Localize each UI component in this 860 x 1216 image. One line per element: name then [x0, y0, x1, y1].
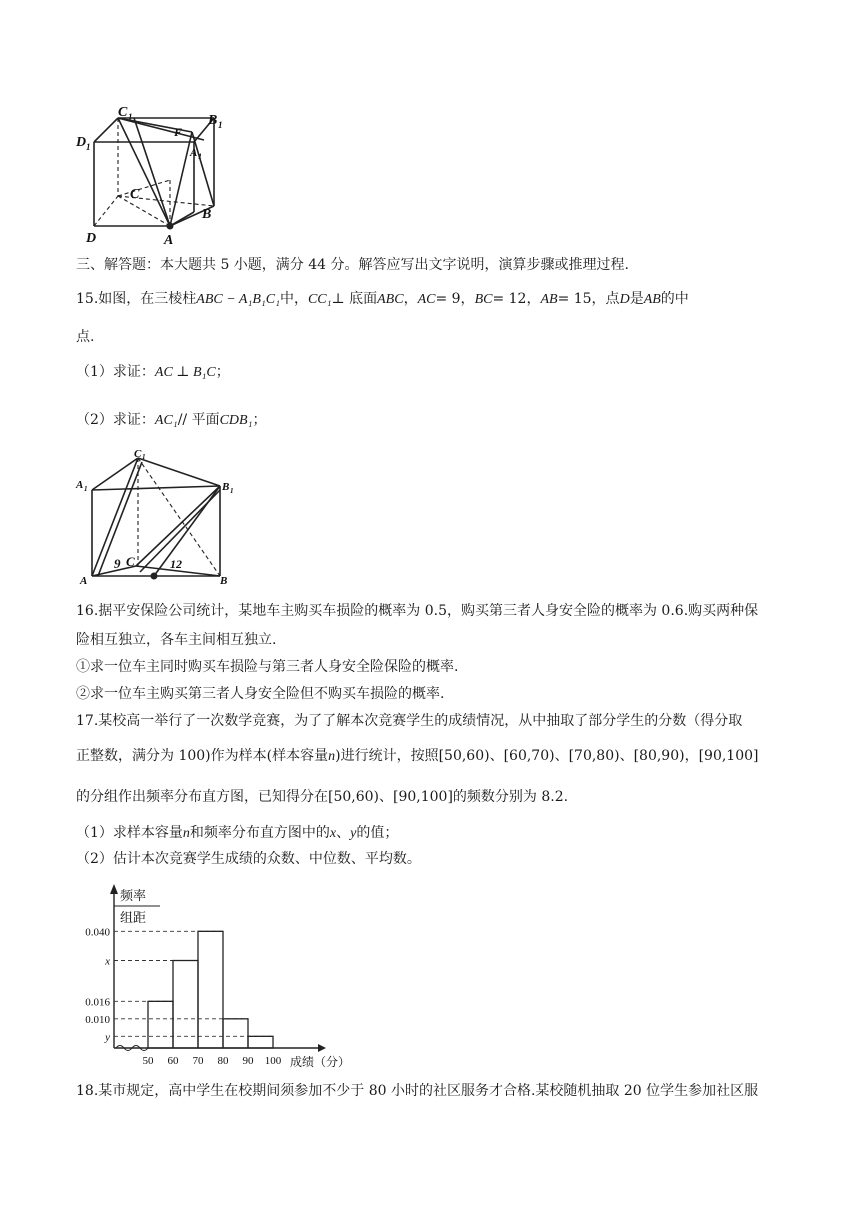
q17-text: )进行统计，按照[50,60)、[60,70)、[70,80)、[80,90)，[90,100]	[335, 748, 759, 764]
q15-text: = 9，	[435, 291, 475, 307]
histogram-y-tick-label: 0.010	[85, 1013, 110, 1026]
histogram-y-tick-label: 0.040	[85, 926, 110, 939]
histogram-x-tick-label: 80	[217, 1055, 229, 1067]
histogram-xlabel: 成绩（分）	[290, 1055, 351, 1068]
q16-part-1: ①求一位车主同时购买车损险与第三者人身安全险保险的概率.	[76, 659, 459, 675]
histogram-x-arrow	[318, 1044, 326, 1052]
q17-p1-text: （1）求样本容量	[76, 825, 183, 841]
cube-label-d1: D	[76, 135, 87, 150]
q15-math-ab: AB	[540, 292, 558, 307]
q15-line-2: 点.	[76, 329, 95, 345]
q17-line-2	[76, 746, 759, 767]
histogram-bar	[198, 931, 223, 1048]
cube-label-b: B	[202, 207, 212, 222]
q17-math-n: n	[328, 749, 336, 764]
q15-math-cc1: CC₁	[307, 292, 332, 307]
q17-line-1: 17.某校高一举行了一次数学竞赛，为了了解本次竞赛学生的成绩情况，从中抽取了部分学生的分数（得分取	[76, 713, 743, 729]
histogram-bar	[148, 1001, 173, 1048]
cube-figure	[74, 100, 234, 248]
q18-line-1: 18.某市规定，高中学生在校期间须参加不少于 80 小时的社区服务才合格.某校随机抽取 20 位学生参加社区服	[76, 1083, 759, 1099]
histogram-x-tick-label: 100	[264, 1055, 282, 1067]
q15-p2-prefix: （2）求证：	[76, 412, 155, 428]
q15-p2-math2: CDB₁	[219, 413, 253, 428]
q15-text: 的中	[660, 291, 689, 307]
cube-label-a1: A	[190, 147, 198, 159]
q17-p1-math-x: x	[329, 826, 337, 841]
q15-math-ab2: AB	[643, 292, 661, 307]
q16-line-2: 险相互独立，各车主间相互独立.	[76, 632, 277, 648]
cube-label-b1: B	[208, 113, 218, 128]
histogram-ylabel-top: 频率	[120, 888, 147, 903]
histogram-bar	[223, 1019, 248, 1048]
cube-label-a: A	[164, 233, 174, 248]
q15-text: 中，	[279, 291, 308, 307]
prism-label-b1-sub: 1	[230, 487, 234, 495]
prism-label-c: C	[126, 554, 135, 569]
histogram-y-tick-label: 0.016	[85, 996, 110, 1009]
histogram-x-tick-label: 90	[242, 1055, 254, 1067]
prism-label-a1-sub: 1	[84, 485, 88, 493]
cube-label-a1-sub: 1	[198, 152, 202, 161]
prism-label-9: 9	[114, 556, 121, 571]
prism-figure	[74, 448, 240, 586]
q15-p2-mid: // 平面	[177, 412, 220, 428]
cube-label-c1: C	[118, 105, 128, 120]
q15-p1-suffix: ；	[215, 364, 230, 380]
histogram-y-tick-label: x	[105, 955, 110, 968]
q15-math-d: D	[619, 292, 630, 307]
frequency-histogram	[60, 880, 380, 1068]
histogram-bar	[173, 961, 198, 1049]
q16-line-1: 16.据平安保险公司统计，某地车主购买车损险的概率为 0.5，购买第三者人身安全险的概率为 0.6.购买两种保	[76, 603, 759, 619]
prism-label-c1: C	[134, 448, 142, 460]
q17-part-2: （2）估计本次竞赛学生成绩的众数、中位数、平均数。	[76, 851, 421, 867]
q15-text: = 12，	[492, 291, 541, 307]
q15-p1-prefix: （1）求证：	[76, 364, 155, 380]
q15-text: ，	[403, 291, 418, 307]
histogram-x-tick-label: 60	[167, 1055, 179, 1067]
q15-part-2	[76, 410, 266, 431]
q17-p1-text: 的值；	[356, 825, 399, 841]
q15-text: 15.如图，在三棱柱	[76, 291, 197, 307]
prism-label-b: B	[220, 575, 228, 586]
q17-p1-text: 、	[336, 825, 351, 841]
histogram-x-tick-label: 50	[142, 1055, 154, 1067]
prism-label-b1: B	[222, 481, 230, 493]
q15-line-1	[76, 289, 689, 310]
q15-text: = 15，点	[557, 291, 620, 307]
q15-text: 是	[629, 291, 644, 307]
q15-math-prism: ABC − A₁B₁C₁	[196, 292, 280, 307]
q15-p1-math: AC ⊥ B₁C	[154, 365, 216, 380]
q17-p1-math-n: n	[182, 826, 190, 841]
cube-label-d1-sub: 1	[86, 142, 91, 152]
q17-p1-text: 和频率分布直方图中的	[189, 825, 330, 841]
histogram-bar	[248, 1036, 273, 1048]
prism-label-12: 12	[170, 557, 182, 571]
q16-part-2: ②求一位车主购买第三者人身安全险但不购买车损险的概率.	[76, 686, 445, 702]
q17-p1-math-y: y	[350, 826, 357, 841]
prism-label-a: A	[80, 575, 88, 586]
histogram-ylabel-bottom: 组距	[120, 910, 147, 925]
histogram-y-tick-label: y	[105, 1031, 110, 1044]
q15-math-abc: ABC	[377, 292, 404, 307]
histogram-y-arrow	[110, 884, 118, 894]
prism-label-a1: A	[76, 479, 84, 491]
cube-label-b1-sub: 1	[218, 120, 223, 130]
q15-part-1	[76, 362, 230, 383]
q15-math-ac: AC	[417, 292, 436, 307]
cube-label-d: D	[86, 231, 97, 246]
cube-label-f: F	[174, 125, 183, 139]
q15-text: ⊥ 底面	[331, 291, 378, 307]
q15-math-bc: BC	[474, 292, 493, 307]
q17-part-1	[76, 823, 398, 844]
cube-label-c: C	[130, 187, 140, 202]
q17-text: 正整数，满分为 100)作为样本(样本容量	[76, 748, 329, 764]
prism-label-c1-sub: 1	[142, 453, 146, 461]
q15-p2-suffix: ；	[252, 412, 267, 428]
cube-label-c1-sub: 1	[128, 112, 133, 122]
q15-p2-math1: AC₁	[154, 413, 178, 428]
histogram-x-tick-label: 70	[192, 1055, 204, 1067]
q17-line-3: 的分组作出频率分布直方图，已知得分在[50,60)、[90,100]的频数分别为 8.2.	[76, 789, 569, 805]
section-3-heading: 三、解答题：本大题共 5 小题，满分 44 分。解答应写出文字说明，演算步骤或推理过程.	[76, 257, 629, 273]
